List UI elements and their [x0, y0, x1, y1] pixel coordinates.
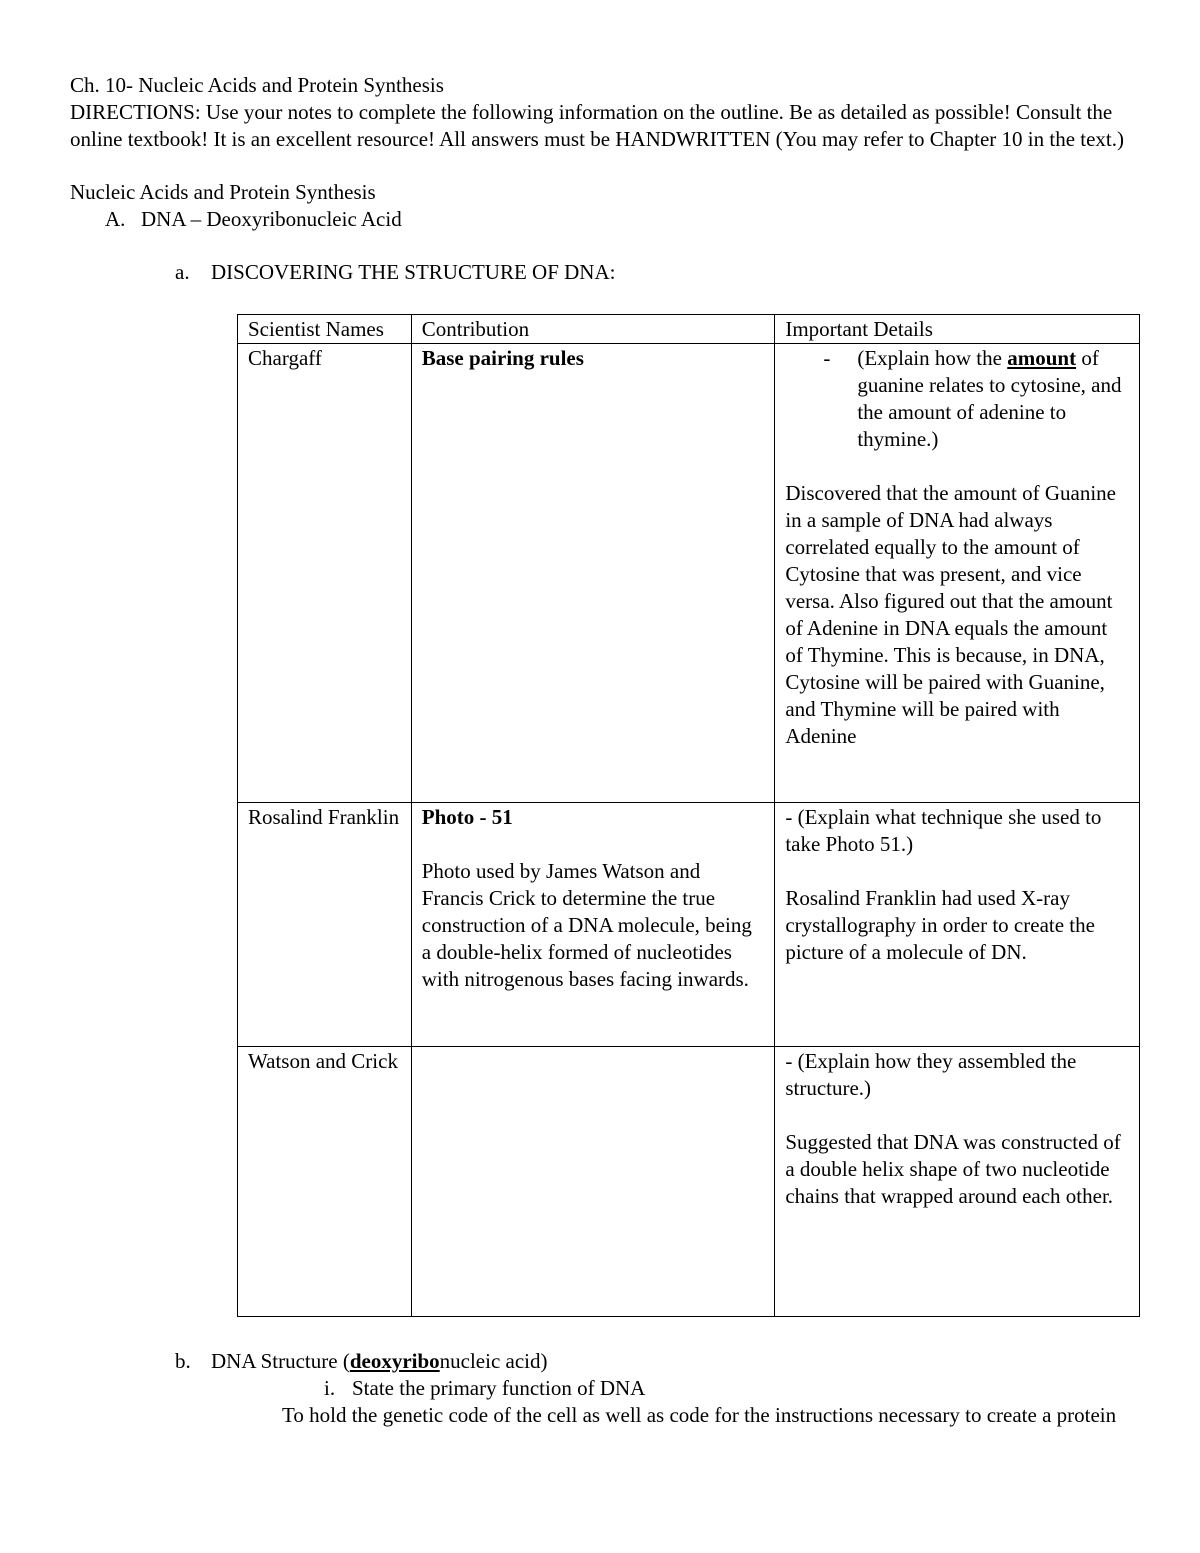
detail-answer: Discovered that the amount of Guanine in a sample of DNA had always correlated equally to the amount of Cytosine that was present, and vice versa. Also figured out that the amount of Adenine in DNA equals the amount of Thymine. This is because, in DNA, Cytosine will be paired with Guanine, and Thymine will be paired with Adenine: [785, 481, 1116, 748]
details-cell: [775, 803, 1140, 1047]
table-row: [238, 803, 1140, 1047]
section-a-title: DNA – Deoxyribonucleic Acid: [141, 207, 402, 231]
directions-text: DIRECTIONS: Use your notes to complete the following information on the outline. Be as detailed as possible! Consult the online textbook! It is an excellent resource! All answers must be HANDWRITTEN (You may refer to Chapter 10 in the text.): [70, 100, 1125, 151]
section-a-marker: A.: [105, 207, 126, 231]
contribution-text: Photo used by James Watson and Francis Crick to determine the true construction of a DNA molecule, being a double-helix formed of nucleotides with nitrogenous bases facing inwards.: [421, 859, 752, 991]
emphasis-deoxyribo: deoxyribo: [349, 1349, 440, 1373]
item-i-answer: To hold the genetic code of the cell as well as code for the instructions necessary to create a protein: [282, 1403, 1117, 1427]
details-cell: [775, 1047, 1140, 1317]
contribution-cell: [411, 1047, 775, 1317]
section-b-title: [211, 1348, 548, 1375]
table-row: [238, 344, 1140, 803]
scientist-name: Watson and Crick: [238, 1047, 412, 1317]
emphasis-amount: amount: [1007, 346, 1077, 370]
header-contribution: Contribution: [411, 315, 775, 344]
section-b-title-pre: DNA Structure (: [211, 1349, 350, 1373]
item-i-question: State the primary function of DNA: [352, 1376, 646, 1400]
outline-section-a: [70, 206, 1140, 233]
detail-prompt-text: (Explain how the: [857, 346, 1008, 370]
section-b-title-post: nucleic acid): [439, 1349, 548, 1373]
contribution-cell: [411, 344, 775, 803]
outline-subsection-a: [70, 259, 1140, 286]
outline-heading: Nucleic Acids and Protein Synthesis: [70, 180, 376, 204]
outline-section-b: [70, 1348, 1140, 1375]
header-scientist-names: Scientist Names: [238, 315, 412, 344]
details-cell: [775, 344, 1140, 803]
bullet-dash: -: [823, 346, 831, 370]
contribution-title: Base pairing rules: [421, 346, 584, 370]
table-row: [238, 1047, 1140, 1317]
detail-answer: Suggested that DNA was constructed of a double helix shape of two nucleotide chains that wrapped around each other.: [785, 1130, 1121, 1208]
contribution-title: Photo - 51: [421, 805, 513, 829]
table-header-row: [238, 315, 1140, 344]
subsection-a-marker: a.: [175, 260, 190, 284]
scientist-name: Chargaff: [238, 344, 412, 803]
scientists-table: [237, 314, 1140, 1317]
document-body: [70, 72, 1140, 286]
detail-prompt: - (Explain how they assembled the structure.): [785, 1049, 1077, 1100]
detail-prompt: [785, 345, 1129, 453]
detail-prompt-text-end: of guanine relates to cytosine, and the amount of adenine to thymine.): [857, 346, 1122, 451]
outline-item-i: [70, 1375, 1140, 1402]
item-i-marker: i.: [324, 1376, 336, 1400]
section-b-container: [70, 1348, 1140, 1429]
subsection-a-title: DISCOVERING THE STRUCTURE OF DNA:: [211, 260, 616, 284]
section-b-marker: b.: [175, 1349, 191, 1373]
header-important-details: Important Details: [775, 315, 1140, 344]
contribution-cell: [411, 803, 775, 1047]
scientist-name: Rosalind Franklin: [238, 803, 412, 1047]
document-title: Ch. 10- Nucleic Acids and Protein Synthesis: [70, 73, 444, 97]
detail-prompt: - (Explain what technique she used to take Photo 51.): [785, 805, 1102, 856]
detail-answer: Rosalind Franklin had used X-ray crystallography in order to create the picture of a molecule of DN.: [785, 886, 1095, 964]
